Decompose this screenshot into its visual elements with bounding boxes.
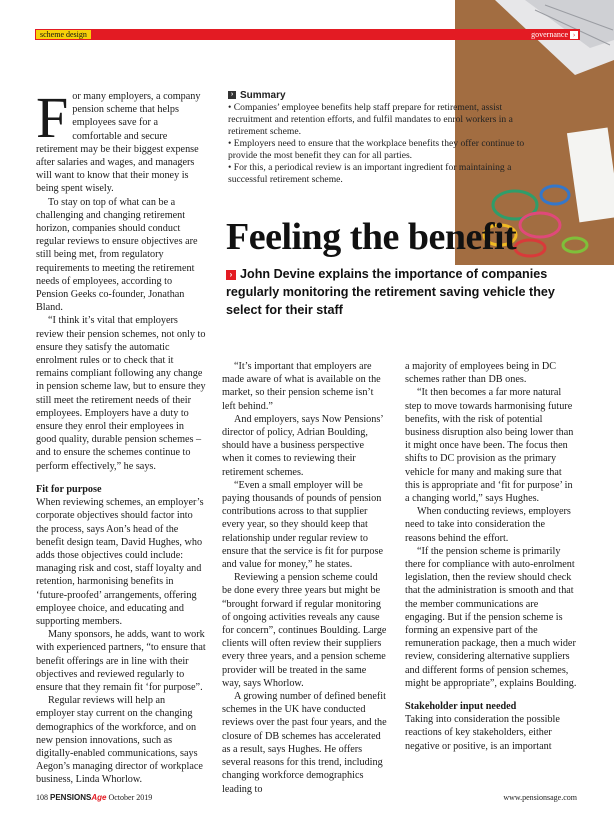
body-paragraph: “I think it’s vital that employers review their pension schemes, not only to ensure they satisfy the automatic enrolment rules or to check that it remains compliant following any change in pension scheme law, but to ensure they still meet the retirement needs of their employees. Employers have a duty to ensure they enrol their employees in good quality, durable pension schemes –and to ensure the schemes continue to perform effectively,” he says.	[36, 315, 206, 472]
body-paragraph: “If the pension scheme is primarily there for compliance with auto-enrolment legislation, then the review should check that the administration is smooth and that the member communications are engaging. But if the pension scheme is forming an expensive part of the remuneration package, then a much wider review, considering alternative suppliers and different forms of pension schemes, might be appropriate”, explains Boulding.	[405, 545, 577, 689]
issue-date: October 2019	[108, 793, 153, 802]
body-paragraph: To stay on top of what can be a challenging and changing retirement horizon, companies should conduct regular reviews to ensure objectives are still being met, from regulatory requirements to meeting the retirement needs of employees, according to Pension Geeks co-founder, Jonathan Bland.	[36, 196, 198, 314]
article-title: Feeling the benefit	[226, 216, 517, 258]
logo-main: PENSIONS	[50, 793, 92, 802]
body-paragraph	[36, 85, 206, 196]
logo-accent: Age	[91, 793, 107, 802]
section-label: scheme design	[36, 30, 91, 39]
body-paragraph: Many sponsors, he adds, want to work with experienced partners, “to ensure that benefit offerings are in line with their objectives and reviewed regularly to ensure that they remain fit ‘for purpose”.	[36, 629, 206, 693]
body-paragraph: “It then becomes a far more natural step to move towards harmonising future benefits, with the risk of potential business disruption also being lower than it might once have been. The focus then shifts to DC provision as the primary vehicle for many and making sure that this is appropriate and ‘fit for purpose’ in a changing world,” says Hughes.	[405, 387, 574, 505]
summary-bullet: • Employers need to ensure that the workplace benefits they offer continue to provide the most benefit they can for all parties.	[228, 138, 525, 161]
body-paragraph: When conducting reviews, employers need to take into consideration the reasons behind the effort.	[405, 506, 571, 544]
body-paragraph: a majority of employees being in DC schemes rather than DB ones.	[405, 361, 557, 386]
website-url: www.pensionsage.com	[503, 793, 577, 802]
body-paragraph: Reviewing a pension scheme could be done every three years but might be “brought forward if regular monitoring of ongoing activities reveals any cause for concern”, continues Boulding. Large clients will often review their suppliers every three years, and a pension scheme provider will be treated in the same way, says Whorlow.	[222, 572, 387, 689]
article-column-2	[222, 360, 387, 796]
body-paragraph: And employers, says Now Pensions’ director of policy, Adrian Boulding, should have a business perspective when it comes to reviewing their retirement schemes.	[222, 413, 383, 478]
category-text: governance	[531, 30, 568, 39]
body-paragraph: “It’s important that employers are made aware of what is available on the market, so their pension scheme isn’t left behind.”	[222, 361, 381, 412]
summary-heading	[228, 90, 548, 102]
chevron-right-icon: ›	[228, 91, 236, 99]
drop-cap: F	[36, 85, 69, 150]
summary-bullet: • Companies’ employee benefits help staff prepare for retirement, assist recruitment and retention efforts, and fulfil mandates to enrol workers in a retirement scheme.	[228, 102, 513, 137]
page-footer	[36, 792, 577, 804]
article-standfirst	[226, 265, 561, 319]
section-header-bar	[35, 29, 580, 40]
summary-bullet: • For this, a periodical review is an important ingredient for maintaining a successful retirement scheme.	[228, 162, 512, 185]
chevron-right-icon: ›	[226, 270, 236, 280]
body-paragraph: Taking into consideration the possible reactions of key stakeholders, either negative or positive, is an important	[405, 714, 560, 752]
page-number: 108	[36, 793, 48, 802]
body-paragraph: Regular reviews will help an employer stay current on the changing demographics of the workforce, and on new pension innovations, such as digitally-enabled communications, says Aegon’s managing director of workplace business, Linda Whorlow.	[36, 695, 203, 786]
body-paragraph: When reviewing schemes, an employer’s corporate objectives should factor into the process, says Aon’s head of the benefit design team, David Hughes, who adds those objectives could include: managing risk and cost, staff loyalty and retention, harmonising benefits in ‘future-proofed’ arrangements, offering employee choice, and educating and supporting members.	[36, 497, 204, 627]
subheading: Stakeholder input needed	[405, 701, 517, 713]
body-paragraph: A growing number of defined benefit schemes in the UK have conducted reviews over the past four years, and the closure of DB schemes has accelerated as a result, says Hughes. He offers several reasons for this trend, including changing workforce demographics leading to	[222, 691, 387, 795]
footer-left	[36, 792, 152, 804]
paragraph-text: or many employers, a company pension scheme that helps employees save for a comfortable and secure retirement may be their biggest expense after salaries and wages, and managers will want to know that their money is being spent wisely.	[36, 91, 201, 195]
subheading: Fit for purpose	[36, 483, 102, 495]
summary-heading-text: Summary	[240, 90, 286, 101]
article-column-1	[36, 85, 206, 787]
chevron-right-icon: ›	[570, 31, 578, 39]
magazine-logo	[50, 793, 106, 802]
article-column-3	[405, 360, 577, 753]
standfirst-text: John Devine explains the importance of companies regularly monitoring the retirement saving vehicle they select for their staff	[226, 267, 555, 317]
summary-box	[228, 90, 548, 186]
category-label	[531, 29, 578, 40]
body-paragraph: “Even a small employer will be paying thousands of pounds of pension contributions across to that supplier every year, so they should keep that relationship under regular review to ensure that the service is fit for purpose and value for money,” he states.	[222, 479, 383, 571]
